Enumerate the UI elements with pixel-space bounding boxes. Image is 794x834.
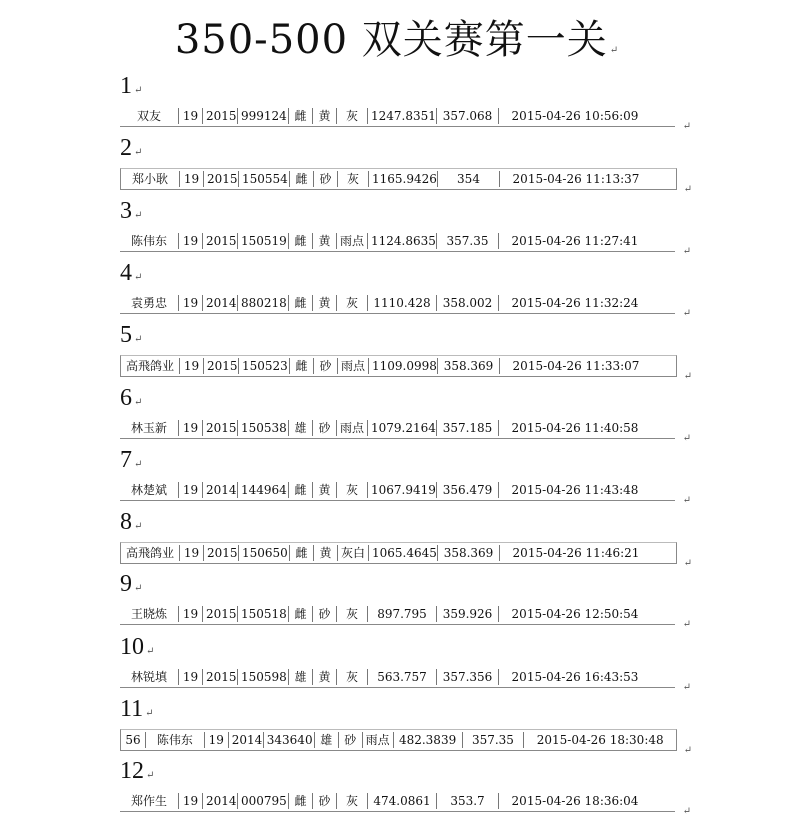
age-cell: 19 [179, 545, 203, 561]
rank-text: 2 [120, 135, 132, 162]
rank-number [120, 197, 142, 230]
owner-name-cell: 郑作生 [130, 794, 167, 809]
return-mark: ↵ [682, 121, 691, 132]
return-mark: ↵ [134, 458, 143, 470]
speed-cell: 1165.9426 [368, 171, 437, 187]
year-cell: 2014 [228, 732, 263, 748]
rank-text: 1 [120, 73, 132, 99]
result-entry [120, 570, 690, 632]
owner-name-cell: 高飛鸽业 [125, 546, 174, 561]
sex-cell: 雄 [288, 669, 312, 685]
feature-cell: 雨点 [336, 233, 367, 249]
arrival-time-cell: 2015-04-26 11:27:41 [498, 233, 651, 249]
owner-name-cell: 陈伟东 [145, 732, 204, 748]
distance-cell: 356.479 [436, 482, 498, 498]
owner-name-cell: 林楚斌 [130, 482, 167, 497]
distance-cell: 358.369 [437, 358, 499, 374]
arrival-time-cell: 2015-04-26 11:40:58 [498, 420, 651, 436]
ring-number-cell: 000795 [237, 793, 288, 809]
color-cell: 砂 [338, 732, 362, 748]
age-cell: 19 [179, 358, 203, 374]
feature-cell: 雨点 [362, 732, 393, 748]
distance-cell: 357.356 [436, 669, 498, 685]
return-mark: ↵ [145, 708, 154, 719]
result-entry [120, 72, 690, 134]
distance-cell: 357.068 [436, 108, 498, 124]
color-cell: 黄 [312, 482, 336, 498]
ring-number-cell: 150523 [238, 358, 289, 374]
rank-text: 11 [120, 696, 144, 722]
return-mark: ↵ [146, 645, 155, 657]
year-cell: 2014 [202, 793, 237, 809]
rank-text: 8 [120, 509, 132, 536]
distance-cell: 357.35 [436, 233, 498, 249]
result-entry [120, 446, 690, 508]
ring-number-cell: 150554 [238, 171, 289, 187]
rank-text: 12 [120, 758, 144, 785]
owner-name-cell: 陈伟东 [130, 233, 167, 248]
color-cell: 砂 [313, 171, 337, 187]
ring-number-cell: 150538 [237, 420, 288, 436]
speed-cell: 1109.0998 [368, 358, 437, 374]
owner-name-cell: 高飛鸽业 [125, 359, 174, 374]
owner-name-cell: 林锐填 [130, 669, 167, 684]
return-mark: ↵ [609, 45, 620, 56]
rank-text: 5 [120, 322, 132, 349]
year-cell: 2015 [203, 545, 238, 561]
color-cell: 黄 [312, 295, 336, 311]
color-cell: 黄 [312, 108, 336, 124]
distance-cell: 358.369 [437, 545, 499, 561]
sex-cell: 雌 [289, 545, 313, 561]
owner-name-cell: 郑小耿 [131, 172, 168, 187]
rank-number [120, 72, 142, 105]
result-entry [120, 757, 690, 819]
year-cell: 2015 [202, 420, 237, 436]
owner-name-cell: 王晓炼 [130, 607, 167, 622]
color-cell: 黄 [312, 233, 336, 249]
sex-cell: 雌 [288, 482, 312, 498]
result-row [120, 168, 692, 196]
feature-cell: 雨点 [337, 358, 368, 374]
rank-number [120, 134, 142, 167]
feature-cell: 灰白 [337, 545, 368, 561]
rank-text: 9 [120, 571, 132, 598]
sex-cell: 雌 [288, 233, 312, 249]
return-mark: ↵ [682, 494, 691, 506]
return-mark: ↵ [682, 245, 691, 257]
age-cell: 19 [178, 606, 202, 622]
age-cell: 19 [178, 420, 202, 436]
arrival-time-cell: 2015-04-26 18:36:04 [498, 793, 651, 809]
result-row [120, 729, 692, 756]
ring-number-cell: 150650 [238, 545, 289, 561]
year-cell: 2014 [202, 295, 237, 311]
rank-text: 10 [120, 633, 144, 660]
result-row [120, 667, 691, 693]
speed-cell: 563.757 [367, 669, 436, 685]
return-mark: ↵ [134, 271, 143, 283]
color-cell: 砂 [312, 793, 336, 809]
speed-cell: 474.0861 [367, 793, 436, 809]
year-cell: 2015 [203, 171, 238, 187]
return-mark: ↵ [134, 334, 143, 346]
ring-number-cell: 880218 [237, 295, 288, 311]
speed-cell: 897.795 [367, 606, 436, 622]
feature-cell: 雨点 [336, 420, 367, 436]
age-cell: 19 [178, 482, 202, 498]
year-cell: 2015 [203, 358, 238, 374]
result-entry [120, 508, 690, 570]
result-row [120, 355, 692, 383]
speed-cell: 1110.428 [367, 295, 436, 311]
arrival-time-cell: 2015-04-26 11:43:48 [498, 482, 651, 498]
arrival-time-cell: 2015-04-26 11:32:24 [498, 295, 651, 311]
return-mark: ↵ [683, 745, 692, 756]
return-mark: ↵ [682, 681, 691, 693]
year-cell: 2015 [202, 108, 237, 124]
rank-number [120, 757, 154, 790]
age-cell: 19 [204, 732, 228, 748]
age-cell: 19 [178, 669, 202, 685]
ring-number-cell: 150518 [237, 606, 288, 622]
ring-number-cell: 999124 [237, 108, 288, 124]
result-entry [120, 384, 690, 446]
return-mark: ↵ [682, 432, 691, 444]
age-cell: 19 [179, 171, 203, 187]
age-cell: 19 [178, 295, 202, 311]
return-mark: ↵ [134, 85, 143, 96]
ring-number-cell: 150598 [237, 669, 288, 685]
arrival-time-cell: 2015-04-26 11:33:07 [499, 358, 652, 374]
year-cell: 2014 [202, 482, 237, 498]
distance-cell: 357.35 [462, 732, 524, 748]
result-entry [120, 633, 690, 695]
result-entry [120, 321, 690, 383]
sex-cell: 雌 [288, 108, 312, 124]
page-title [0, 8, 794, 65]
color-cell: 砂 [312, 420, 336, 436]
return-mark: ↵ [682, 806, 691, 818]
distance-cell: 354 [437, 171, 499, 187]
owner-name-cell: 林玉新 [130, 420, 167, 435]
rank-text: 4 [120, 259, 132, 286]
result-row [120, 791, 691, 818]
sex-cell: 雌 [288, 295, 312, 311]
return-mark: ↵ [683, 184, 692, 196]
owner-name-cell: 双友 [136, 109, 161, 123]
feature-cell: 灰 [336, 108, 367, 124]
rank-number [120, 695, 154, 728]
speed-cell: 1065.4645 [368, 545, 437, 561]
ring-number-cell: 343640 [263, 732, 314, 748]
feature-cell: 灰 [336, 669, 367, 685]
speed-cell: 1124.8635 [367, 233, 436, 249]
rank-number [120, 259, 142, 292]
result-row [120, 106, 691, 132]
age-cell: 19 [178, 108, 202, 124]
arrival-time-cell: 2015-04-26 10:56:09 [498, 108, 651, 124]
return-mark: ↵ [682, 307, 691, 319]
arrival-time-cell: 2015-04-26 11:46:21 [499, 545, 652, 561]
return-mark: ↵ [146, 770, 155, 782]
rank-number [120, 508, 142, 541]
result-row [120, 604, 691, 631]
result-row [120, 480, 691, 506]
sex-cell: 雌 [289, 358, 313, 374]
speed-cell: 1079.2164 [367, 420, 436, 436]
year-cell: 2015 [202, 669, 237, 685]
result-row [120, 418, 691, 444]
color-cell: 砂 [313, 358, 337, 374]
rank-text: 6 [120, 384, 132, 411]
arrival-time-cell: 2015-04-26 18:30:48 [523, 732, 676, 748]
sex-cell: 雌 [288, 606, 312, 622]
age-cell: 19 [178, 793, 202, 809]
color-cell: 黄 [313, 545, 337, 561]
distance-cell: 358.002 [436, 295, 498, 311]
return-mark: ↵ [134, 396, 143, 408]
sex-cell: 雌 [289, 171, 313, 187]
owner-name-cell: 袁勇忠 [130, 295, 167, 310]
sex-cell: 雄 [314, 732, 338, 748]
result-row [120, 293, 691, 319]
return-mark: ↵ [683, 371, 692, 383]
speed-cell: 1247.8351 [367, 108, 436, 124]
rank-number [120, 384, 142, 417]
speed-cell: 482.3839 [393, 732, 462, 748]
distance-cell: 357.185 [436, 420, 498, 436]
age-cell: 19 [178, 233, 202, 249]
feature-cell: 灰 [336, 793, 367, 809]
speed-cell: 1067.9419 [367, 482, 436, 498]
sex-cell: 雄 [288, 420, 312, 436]
return-mark: ↵ [134, 521, 143, 533]
feature-cell: 灰 [336, 606, 367, 622]
rank-text: 7 [120, 446, 132, 473]
title-text: 350-500 双关赛第一关 [174, 17, 608, 63]
result-entry [120, 197, 690, 259]
feature-cell: 灰 [337, 171, 368, 187]
prefix-cell: 56 [125, 733, 141, 747]
color-cell: 砂 [312, 606, 336, 622]
arrival-time-cell: 2015-04-26 16:43:53 [498, 669, 651, 685]
return-mark: ↵ [682, 619, 691, 631]
distance-cell: 353.7 [436, 793, 498, 809]
return-mark: ↵ [134, 583, 143, 595]
result-row [120, 231, 691, 257]
arrival-time-cell: 2015-04-26 11:13:37 [499, 171, 652, 187]
return-mark: ↵ [134, 209, 143, 221]
color-cell: 黄 [312, 669, 336, 685]
return-mark: ↵ [134, 147, 143, 159]
result-row [120, 542, 692, 570]
result-entry [120, 134, 690, 196]
feature-cell: 灰 [336, 482, 367, 498]
year-cell: 2015 [202, 233, 237, 249]
arrival-time-cell: 2015-04-26 12:50:54 [498, 606, 651, 622]
rank-number [120, 446, 142, 479]
rank-text: 3 [120, 197, 132, 224]
result-entry [120, 695, 690, 757]
sex-cell: 雌 [288, 793, 312, 809]
rank-number [120, 321, 142, 354]
rank-number [120, 633, 154, 666]
ring-number-cell: 150519 [237, 233, 288, 249]
year-cell: 2015 [202, 606, 237, 622]
feature-cell: 灰 [336, 295, 367, 311]
return-mark: ↵ [683, 558, 692, 570]
rank-number [120, 570, 142, 603]
distance-cell: 359.926 [436, 606, 498, 622]
result-entry [120, 259, 690, 321]
ring-number-cell: 144964 [237, 482, 288, 498]
